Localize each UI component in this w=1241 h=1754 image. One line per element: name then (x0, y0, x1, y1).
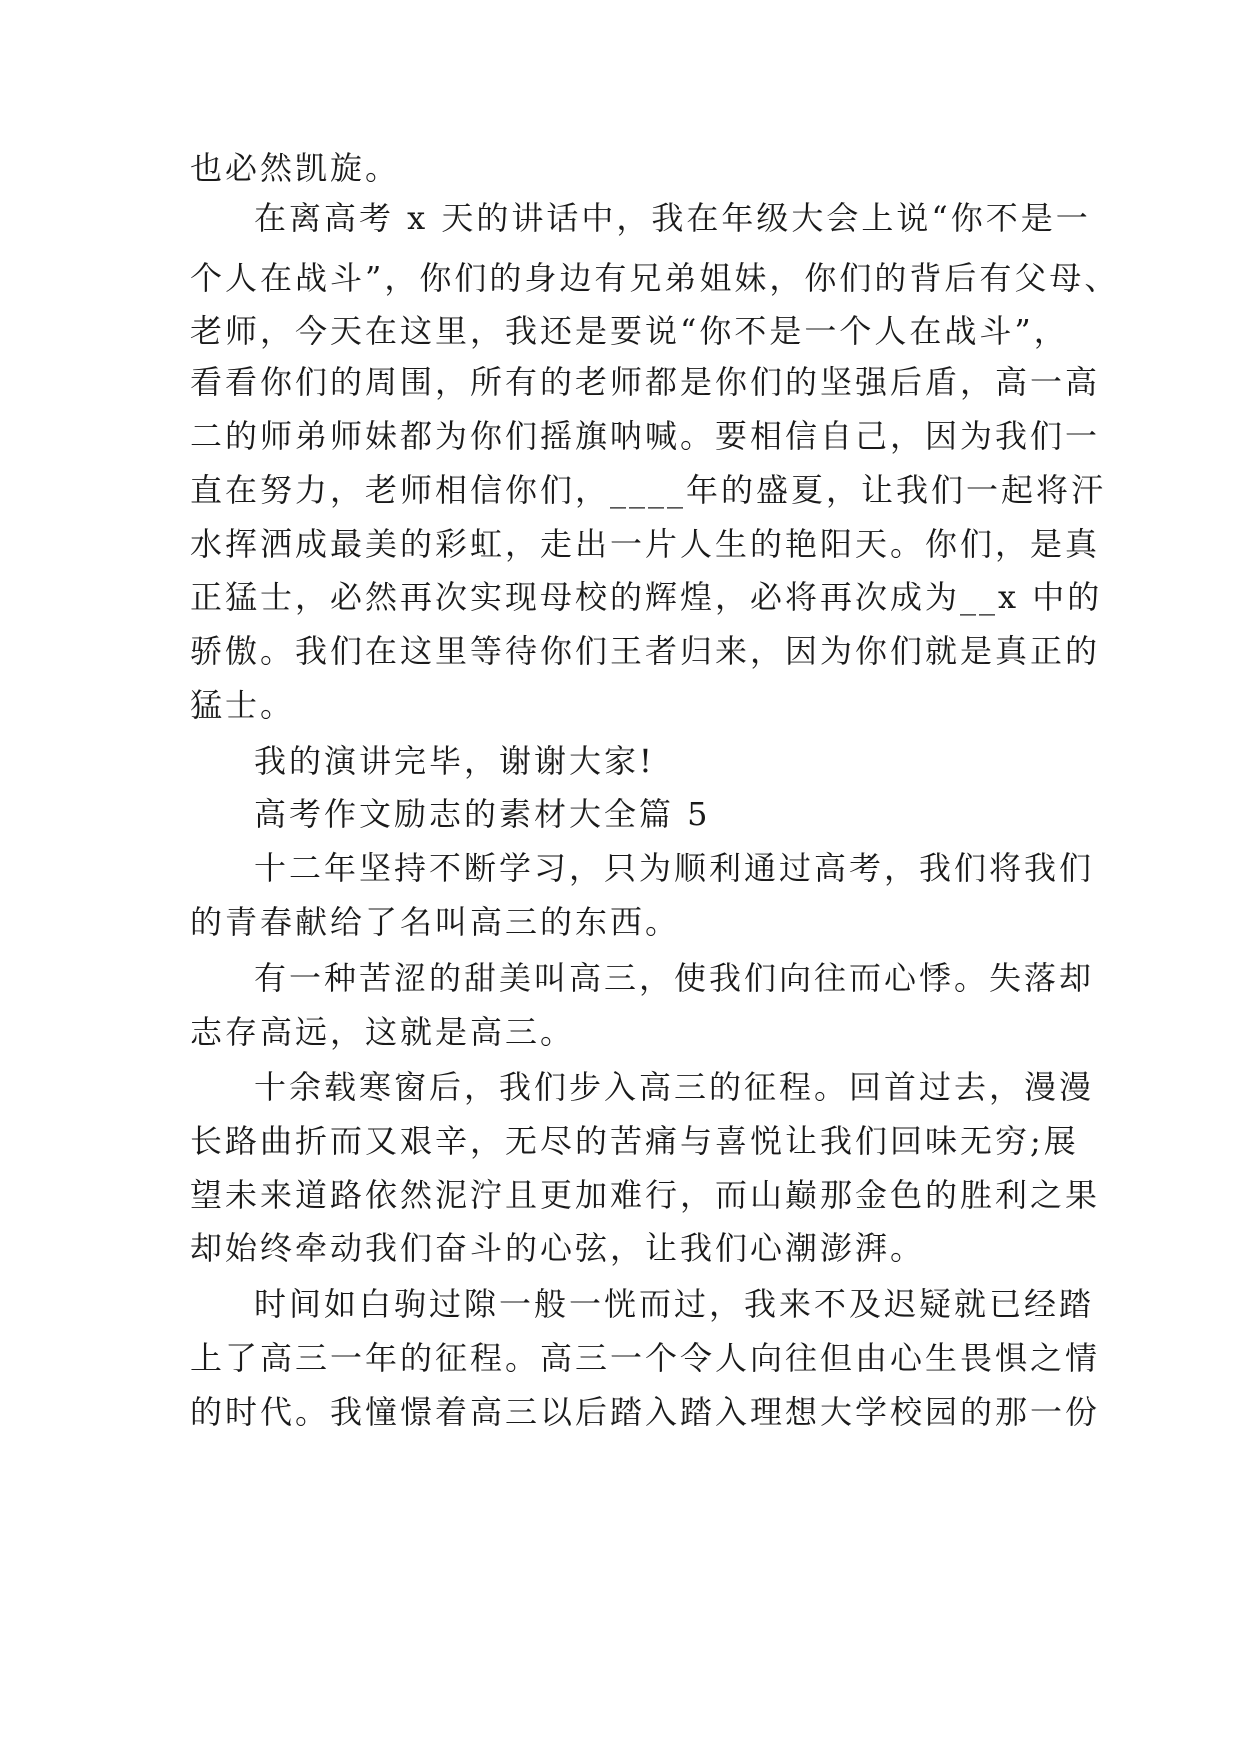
text-line: 水挥洒成最美的彩虹，走出一片人生的艳阳天。你们，是真 (190, 525, 1101, 563)
text-line: 看看你们的周围，所有的老师都是你们的坚强后盾，高一高 (190, 363, 1101, 401)
text-line: 望未来道路依然泥泞且更加难行，而山巅那金色的胜利之果 (190, 1176, 1101, 1214)
text-line: 老师，今天在这里，我还是要说“你不是一个人在战斗”， (190, 312, 1069, 350)
paragraph-first-line: 我的演讲完毕，谢谢大家! (254, 742, 655, 780)
text-line: 也必然凯旋。 (190, 149, 401, 187)
text-line: 正猛士，必然再次实现母校的辉煌，必将再次成为__x 中的 (190, 578, 1103, 616)
paragraph-first-line: 时间如白驹过隙一般一恍而过，我来不及迟疑就已经踏 (254, 1285, 1095, 1323)
text-line: 个人在战斗”，你们的身边有兄弟姐妹，你们的背后有父母、 (190, 259, 1120, 297)
text-line: 直在努力，老师相信你们，____年的盛夏，让我们一起将汗 (190, 471, 1107, 509)
paragraph-first-line: 有一种苦涩的甜美叫高三，使我们向往而心悸。失落却 (254, 959, 1095, 997)
paragraph-first-line: 十二年坚持不断学习，只为顺利通过高考，我们将我们 (254, 849, 1095, 887)
text-line: 骄傲。我们在这里等待你们王者归来，因为你们就是真正的 (190, 632, 1101, 670)
text-line: 上了高三一年的征程。高三一个令人向往但由心生畏惧之情 (190, 1339, 1101, 1377)
paragraph-first-line: 十余载寒窗后，我们步入高三的征程。回首过去，漫漫 (254, 1068, 1095, 1106)
section-heading: 高考作文励志的素材大全篇 5 (254, 795, 711, 833)
text-line: 猛士。 (190, 686, 296, 724)
text-line: 长路曲折而又艰辛，无尽的苦痛与喜悦让我们回味无穷;展 (190, 1122, 1079, 1160)
text-line: 的青春献给了名叫高三的东西。 (190, 903, 681, 941)
text-line: 却始终牵动我们奋斗的心弦，让我们心潮澎湃。 (190, 1229, 926, 1267)
text-line: 二的师弟师妹都为你们摇旗呐喊。要相信自己，因为我们一 (190, 417, 1101, 455)
paragraph-first-line: 在离高考 x 天的讲话中，我在年级大会上说“你不是一 (254, 199, 1091, 237)
text-line: 的时代。我憧憬着高三以后踏入踏入理想大学校园的那一份 (190, 1393, 1101, 1431)
text-line: 志存高远，这就是高三。 (190, 1013, 576, 1051)
